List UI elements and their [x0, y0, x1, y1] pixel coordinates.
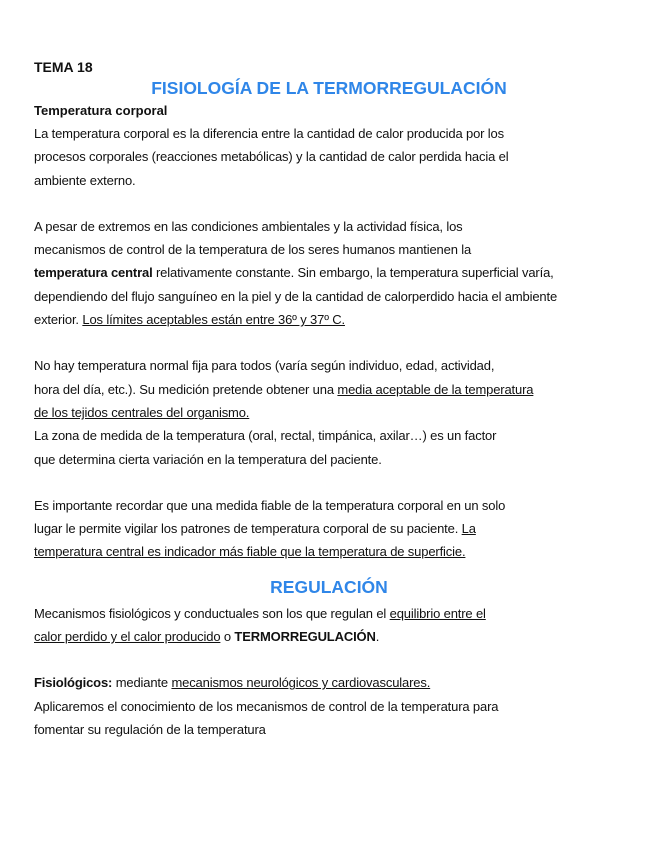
text-line: mecanismos de control de la temperatura de los seres humanos mantienen la	[34, 242, 472, 258]
text-span: Mecanismos fisiológicos y conductuales son los que regulan el	[34, 605, 390, 621]
text-line: La temperatura corporal es la diferencia entre la cantidad de calor producida por los	[34, 126, 504, 141]
text-line: A pesar de extremos en las condiciones ambientales y la actividad física, los	[34, 218, 463, 234]
text-span: lugar le permite vigilar los patrones de temperatura corporal de su paciente.	[34, 521, 462, 537]
section-heading-body-temperature: Temperatura corporal	[34, 103, 168, 118]
text-line: Es importante recordar que una medida fiable de la temperatura corporal en un solo	[34, 497, 506, 513]
underlined-text: mecanismos neurológicos y cardiovasculares.	[171, 675, 431, 691]
text-line: No hay temperatura normal fija para todos (varía según individuo, edad, actividad,	[34, 358, 495, 374]
text-line	[34, 602, 634, 625]
text-span: .	[375, 629, 380, 645]
underlined-text: media aceptable de la temperatura	[337, 381, 534, 397]
text-line: Aplicaremos el conocimiento de los mecanismos de control de la temperatura para	[34, 698, 499, 714]
underlined-text: Los límites aceptables están entre 36º y 37º C.	[82, 312, 345, 328]
bold-label: Fisiológicos:	[34, 675, 113, 691]
text-line: La zona de medida de la temperatura (oral, rectal, timpánica, axilar…) es un factor	[34, 428, 497, 444]
underlined-text: La	[461, 521, 476, 537]
paragraph-definition	[34, 122, 634, 192]
text-line: ambiente externo.	[34, 172, 136, 188]
text-line	[34, 671, 634, 694]
bold-term: temperatura central	[34, 265, 153, 281]
text-line: procesos corporales (reacciones metabólicas) y la cantidad de calor perdida hacia el	[34, 149, 509, 165]
topic-number: TEMA 18	[34, 59, 93, 75]
text-span: relativamente constante. Sin embargo, la temperatura superficial varía,	[152, 265, 554, 281]
text-span: mediante	[112, 675, 172, 691]
underlined-text: calor perdido y el calor producido	[34, 629, 221, 645]
underlined-text: equilibrio entre el	[389, 605, 486, 621]
paragraph-normal-temperature	[34, 354, 634, 470]
text-line: fomentar su regulación de la temperatura	[34, 721, 266, 737]
text-line	[34, 540, 634, 563]
paragraph-regulation	[34, 602, 634, 649]
text-line	[34, 517, 634, 540]
text-span: hora del día, etc.). Su medición pretende obtener una	[34, 381, 338, 397]
paragraph-reliable-measure	[34, 494, 634, 564]
text-line	[34, 378, 634, 401]
text-span: o	[220, 629, 235, 645]
text-line	[34, 625, 634, 648]
section-title-regulation: REGULACIÓN	[270, 576, 388, 597]
underlined-text: temperatura central es indicador más fiable que la temperatura de superficie.	[34, 544, 466, 560]
text-span: exterior.	[34, 312, 83, 328]
text-line	[34, 401, 634, 424]
underlined-text: de los tejidos centrales del organismo.	[34, 404, 250, 420]
bold-term: TERMORREGULACIÓN	[234, 629, 376, 645]
text-line: dependiendo del flujo sanguíneo en la piel y de la cantidad de calorperdido hacia el ambiente	[34, 288, 558, 304]
text-line: que determina cierta variación en la temperatura del paciente.	[34, 451, 382, 467]
text-line	[34, 261, 634, 284]
document-title: FISIOLOGÍA DE LA TERMORREGULACIÓN	[151, 78, 507, 98]
document-page	[34, 58, 634, 741]
text-line	[34, 308, 634, 331]
paragraph-central-temperature	[34, 215, 634, 331]
paragraph-physiological	[34, 671, 634, 741]
